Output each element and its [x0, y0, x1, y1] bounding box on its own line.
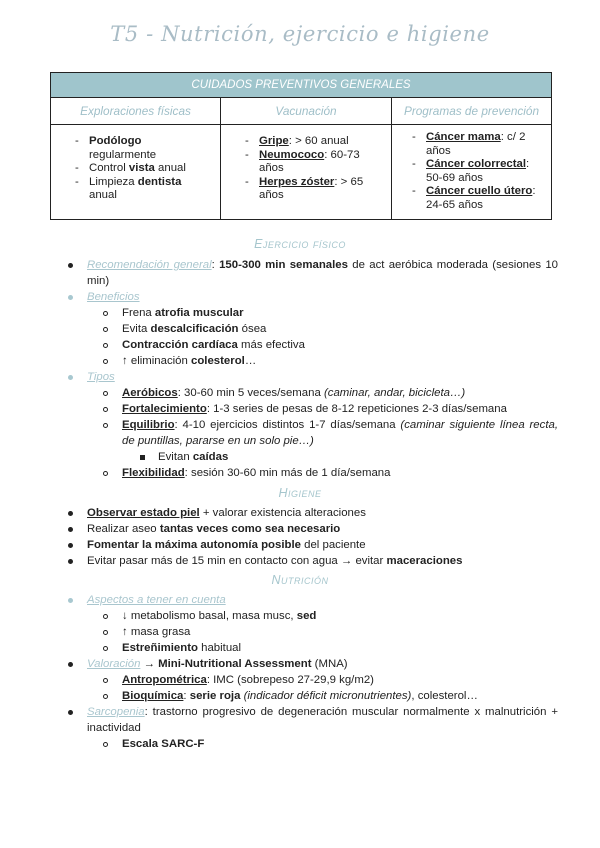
list-item: - Control vista anual	[73, 162, 212, 176]
section-heading-higiene: Higiene	[278, 486, 322, 500]
preventive-care-table	[50, 72, 552, 220]
column-header: Exploraciones físicas	[51, 98, 221, 125]
list-item: Aeróbicos: 30-60 min 5 veces/semana (caminar, andar, bicicleta…)	[68, 385, 558, 401]
list-item: Bioquímica: serie roja (indicador déficit micronutrientes), colesterol…	[68, 688, 558, 704]
list-item: - Podólogo regularmente	[73, 135, 212, 162]
list-item: ↑ eliminación colesterol…	[68, 353, 558, 369]
list-item: - Herpes zóster: > 65 años	[243, 176, 383, 203]
list-item: Evitan caídas	[68, 449, 558, 465]
higiene-section	[68, 505, 558, 569]
column-header: Vacunación	[221, 98, 392, 125]
list-item: - Neumococo: 60-73 años	[243, 149, 383, 176]
list-item: Escala SARC-F	[68, 736, 558, 752]
column-header: Programas de prevención	[392, 98, 552, 125]
list-item: Aspectos a tener en cuenta	[68, 592, 558, 608]
list-item: Valoración → Mini-Nutritional Assessment (MNA)	[68, 656, 558, 672]
list-item: ↓ metabolismo basal, masa musc, sed	[68, 608, 558, 624]
section-heading-nutricion: Nutrición	[271, 573, 329, 587]
list-item: Realizar aseo tantas veces como sea necesario	[68, 521, 558, 537]
nutricion-section	[68, 592, 558, 752]
list-item: Recomendación general: 150-300 min semanales de act aeróbica moderada (sesiones 10 min)	[68, 257, 558, 289]
table-cell	[51, 125, 221, 220]
table-header: CUIDADOS PREVENTIVOS GENERALES	[51, 73, 552, 98]
list-item: Flexibilidad: sesión 30-60 min más de 1 día/semana	[68, 465, 558, 481]
list-item: Antropométrica: IMC (sobrepeso 27-29,9 kg/m2)	[68, 672, 558, 688]
list-item: ↑ masa grasa	[68, 624, 558, 640]
list-item: Beneficios	[68, 289, 558, 305]
list-item: Tipos	[68, 369, 558, 385]
page-title: T5 - Nutrición, ejercicio e higiene	[110, 22, 490, 46]
list-item: - Cáncer cuello útero: 24-65 años	[410, 185, 543, 212]
list-item: Sarcopenia: trastorno progresivo de degeneración muscular normalmente x malnutrición + inactividad	[68, 704, 558, 736]
list-item: Estreñimiento habitual	[68, 640, 558, 656]
ejercicio-section	[68, 257, 558, 481]
list-item: Contracción cardíaca más efectiva	[68, 337, 558, 353]
list-item: - Gripe: > 60 anual	[243, 135, 383, 149]
list-item: Fortalecimiento: 1-3 series de pesas de 8-12 repeticiones 2-3 días/semana	[68, 401, 558, 417]
table-cell	[221, 125, 392, 220]
list-item: - Limpieza dentista anual	[73, 176, 212, 203]
list-item: Frena atrofia muscular	[68, 305, 558, 321]
list-item: Evita descalcificación ósea	[68, 321, 558, 337]
list-item: - Cáncer mama: c/ 2 años	[410, 131, 543, 158]
section-heading-ejercicio: Ejercicio físico	[254, 237, 346, 251]
list-item: Fomentar la máxima autonomía posible del paciente	[68, 537, 558, 553]
list-item: Evitar pasar más de 15 min en contacto con agua → evitar maceraciones	[68, 553, 558, 569]
list-item: Equilibrio: 4-10 ejercicios distintos 1-7 días/semana (caminar siguiente línea recta, de puntillas, pararse en un solo pie…)	[68, 417, 558, 449]
list-item: - Cáncer colorrectal: 50-69 años	[410, 158, 543, 185]
list-item: Observar estado piel + valorar existencia alteraciones	[68, 505, 558, 521]
table-cell	[392, 125, 552, 220]
